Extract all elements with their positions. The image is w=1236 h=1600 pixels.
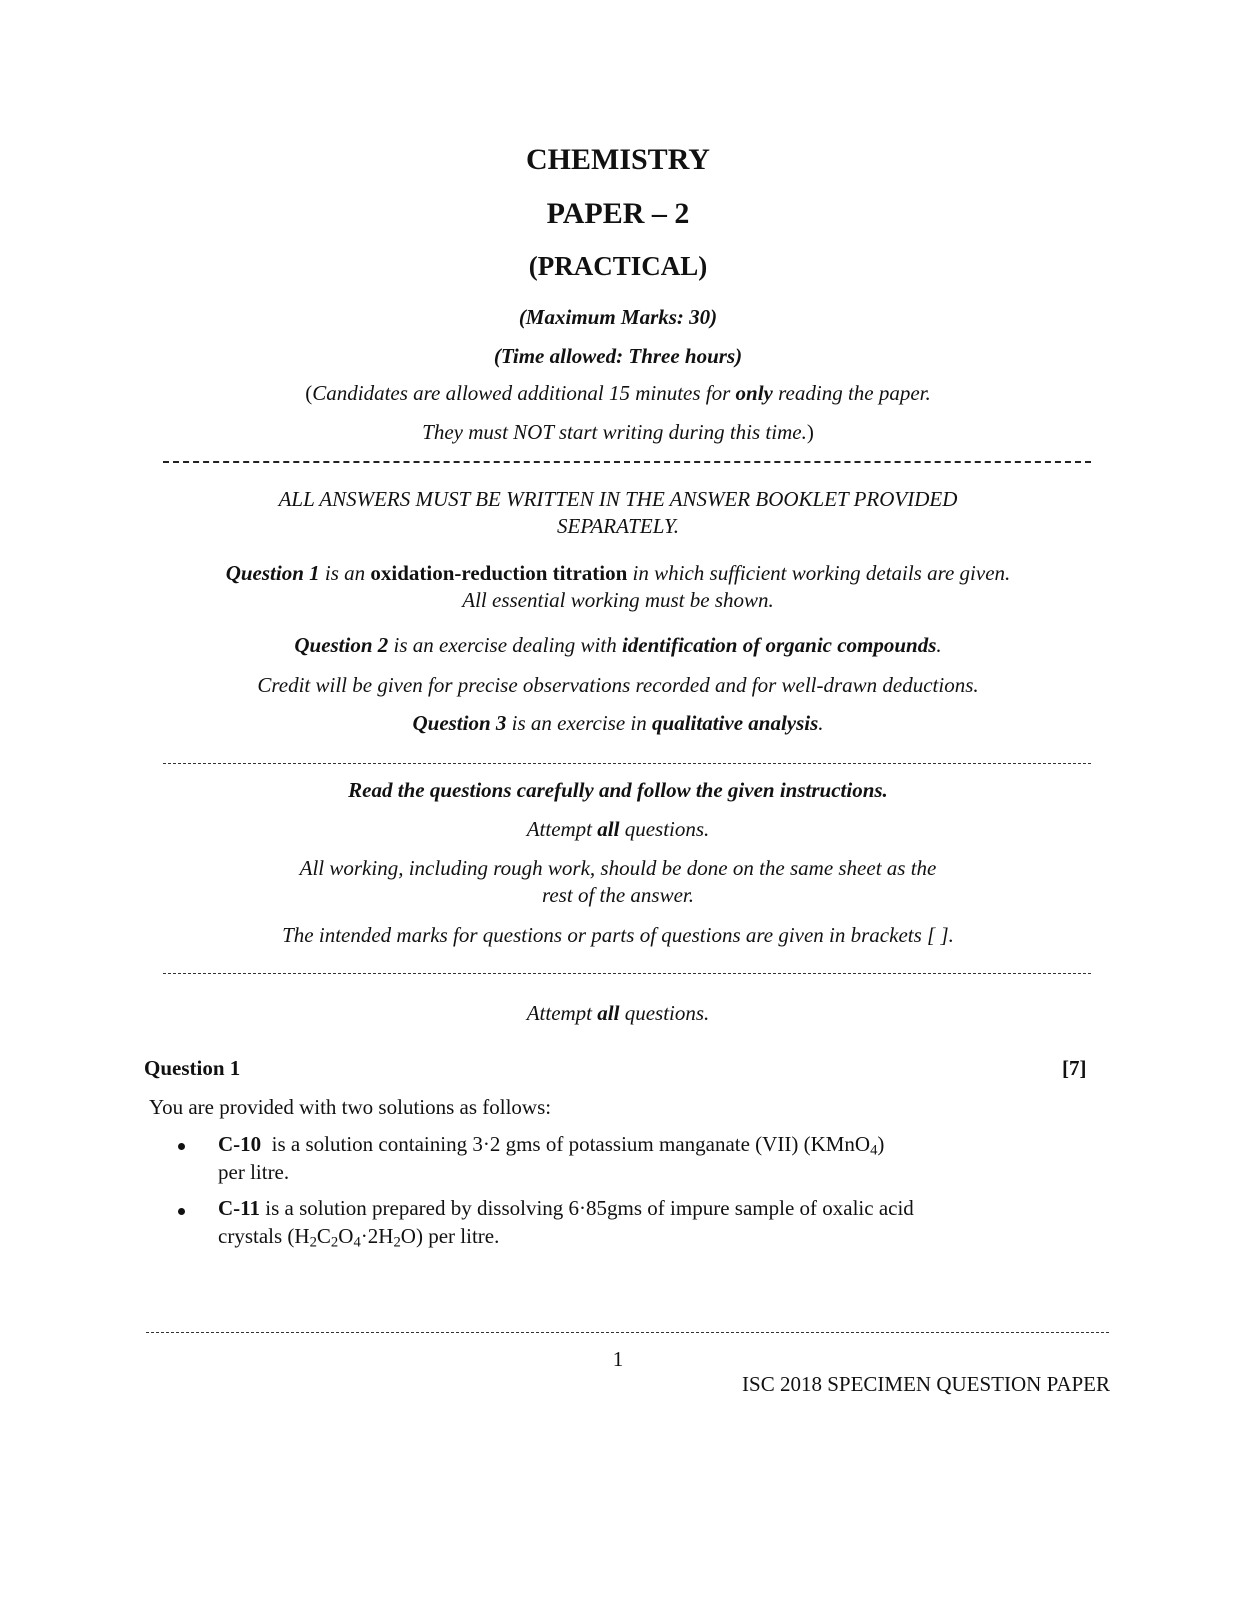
q2-desc-b: .: [936, 633, 942, 657]
q1-description: [0, 561, 1236, 586]
reading-close-paren: ): [806, 420, 814, 444]
divider: [163, 461, 1091, 463]
read-carefully: Read the questions carefully and follow the given instructions.: [348, 778, 888, 802]
bullet: [178, 1143, 185, 1150]
question1-marks: [7]: [1062, 1056, 1087, 1080]
c10-label: C-10: [218, 1132, 262, 1156]
question1-title: Question 1: [144, 1056, 241, 1080]
c10-line2: per litre.: [218, 1160, 290, 1184]
c11-o: O: [338, 1224, 354, 1248]
working-line1: All working, including rough work, should be done on the same sheet as the: [299, 856, 937, 880]
q2-desc-label: Question 2: [294, 633, 389, 657]
q3-desc-label: Question 3: [412, 711, 507, 735]
q2-credit: Credit will be given for precise observations recorded and for well-drawn deductions.: [257, 673, 979, 697]
c10-line1: [218, 1132, 884, 1157]
attempt-all-bold: all: [597, 1001, 620, 1025]
bullet: [178, 1208, 185, 1215]
q1-description-line2: All essential working must be shown.: [462, 588, 774, 612]
reading-text-b: reading the paper.: [772, 381, 931, 405]
c11-line1: [218, 1196, 914, 1221]
reading-time-line1: [0, 381, 1236, 406]
c11-sub4: 2: [393, 1234, 401, 1251]
attempt-bold: all: [597, 817, 620, 841]
time-allowed: (Time allowed: Three hours): [493, 344, 743, 368]
reading-text-c: They must NOT start writing during this time.: [422, 420, 807, 444]
q1-desc-a: is an: [319, 561, 371, 585]
reading-time-line2: [0, 420, 1236, 445]
max-marks: (Maximum Marks: 30): [518, 305, 718, 329]
working-line2: rest of the answer.: [541, 883, 695, 907]
paper-title: PAPER – 2: [546, 197, 690, 230]
attempt-all: [0, 1001, 1236, 1026]
q2-description: [0, 633, 1236, 658]
subject-title: CHEMISTRY: [526, 143, 710, 176]
c10-sub: 4: [870, 1142, 878, 1159]
q3-desc-b: .: [818, 711, 824, 735]
q3-description: [0, 711, 1236, 736]
c11-text: is a solution prepared by dissolving 6·85gms of impure sample of oxalic acid: [260, 1196, 914, 1220]
q2-desc-a: is an exercise dealing with: [388, 633, 622, 657]
reading-open-paren: (: [305, 381, 313, 405]
q2-desc-bold: identification of organic compounds: [621, 633, 937, 657]
c10-close: ): [877, 1132, 885, 1156]
q1-desc-b: in which sufficient working details are given.: [627, 561, 1011, 585]
booklet-instruction-line1: ALL ANSWERS MUST BE WRITTEN IN THE ANSWER BOOKLET PROVIDED: [278, 487, 958, 511]
question1-intro: You are provided with two solutions as follows:: [149, 1095, 552, 1119]
reading-text-a: Candidates are allowed additional 15 minutes for: [312, 381, 736, 405]
attempt-all-b: questions.: [619, 1001, 710, 1025]
c11-sub1: 2: [309, 1234, 317, 1251]
q1-desc-label: Question 1: [225, 561, 320, 585]
footer-caption: ISC 2018 SPECIMEN QUESTION PAPER: [742, 1372, 1110, 1396]
reading-only: only: [735, 381, 773, 405]
c11-label: C-11: [218, 1196, 260, 1220]
q1-desc-bold: oxidation-reduction titration: [370, 561, 628, 585]
c11-mid: ·2H: [360, 1224, 394, 1248]
c11-sub2: 2: [330, 1234, 339, 1251]
c11-end: O) per litre.: [400, 1224, 500, 1248]
c11-line2: [218, 1224, 499, 1249]
c11-c: C: [316, 1224, 331, 1248]
q3-desc-a: is an exercise in: [506, 711, 653, 735]
footer-divider: [146, 1332, 1109, 1333]
q3-desc-bold: qualitative analysis: [652, 711, 819, 735]
paper-type: (PRACTICAL): [528, 251, 708, 281]
c11-l2-a: crystals (H: [218, 1224, 310, 1248]
booklet-instruction-line2: SEPARATELY.: [557, 514, 679, 538]
attempt-all-instruction: [0, 817, 1236, 842]
attempt-a: Attempt: [526, 817, 598, 841]
attempt-b: questions.: [619, 817, 710, 841]
divider: [163, 973, 1091, 974]
divider: [163, 763, 1091, 764]
page-number: 1: [612, 1347, 624, 1371]
attempt-all-a: Attempt: [526, 1001, 598, 1025]
c11-sub3: 4: [353, 1234, 361, 1251]
marks-instruction: The intended marks for questions or parts of questions are given in brackets [ ].: [282, 923, 954, 947]
c10-text: is a solution containing 3·2 gms of potassium manganate (VII) (KMnO: [261, 1132, 871, 1156]
